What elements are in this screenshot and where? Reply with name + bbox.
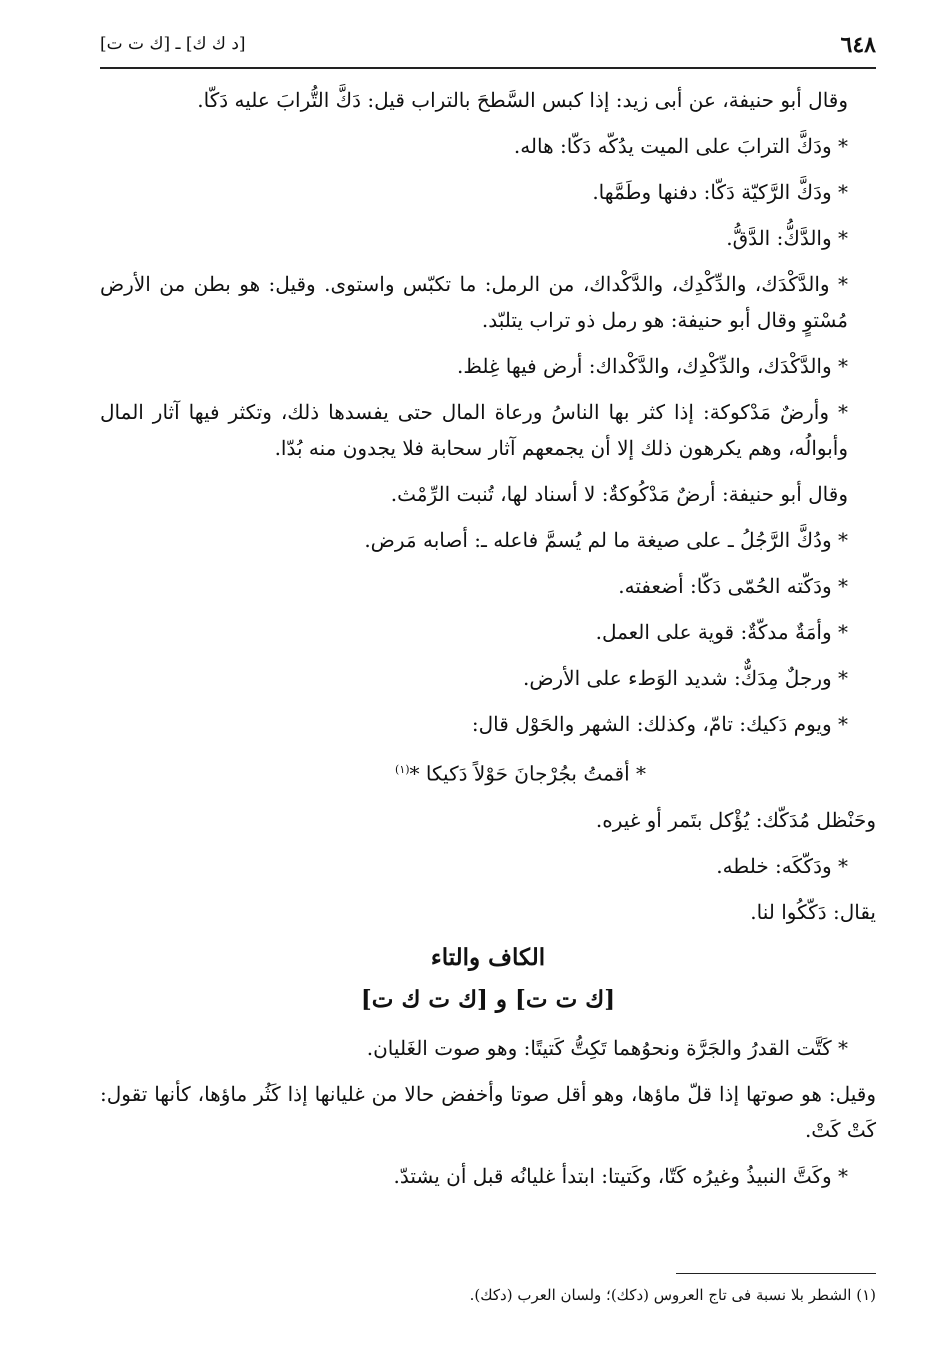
- page-header: [100, 32, 876, 62]
- footnote-rule: [676, 1273, 876, 1274]
- paragraph: وقيل: هو صوتها إذا قلّ ماؤها، وهو أقل صوتا وأخفض حالا من غليانها إذا كَثُر ماؤها، كأنها تقول: كَتْ كَتْ.: [100, 1081, 876, 1142]
- running-head: [د ك ك] ـ [ك ت ت]: [100, 34, 246, 54]
- footnote: (١) الشطر بلا نسبة فى تاج العروس (دكك)؛ ولسان العرب (دكك).: [469, 1286, 876, 1304]
- paragraph: * وأمَةٌ مدكّةٌ: قوية على العمل.: [595, 620, 848, 644]
- section-title: الكاف والتاء: [430, 943, 546, 971]
- paragraph: * ودَكَّ الترابَ على الميت يدُكّه دَكّا: هاله.: [513, 134, 848, 158]
- paragraph: * كَتَّت القدرُ والجَرَّة ونحوُهما تَكِتُّ كَتيتًا: وهو صوت الغَليان.: [366, 1035, 848, 1060]
- paragraph: يقال: دَكّكُوا لنا.: [750, 899, 876, 924]
- paragraph: * والدَّكُّ: الدَّقُّ.: [726, 226, 848, 250]
- paragraph: * ورجلٌ مِدَكٌّ: شديد الوَطء على الأرض.: [523, 666, 848, 690]
- verse-line: [100, 752, 876, 792]
- paragraph: * ودَكَّ الرَّكيّة دَكّا: دفنها وطَمَّها.: [592, 180, 848, 204]
- main-text: [100, 82, 876, 1204]
- paragraph: * والدَّكْدَك، والدِّكْدِك، والدَّكْداك: أرض فيها غِلظ.: [456, 354, 848, 378]
- paragraph: * وأرضٌ مَدْكوكة: إذا كثر بها الناسُ ورعاة المال حتى يفسدها ذلك، وتكثر فيها آثار المال وأبوالُه، وهم يكرهون ذلك إلا أن يجمعهم آثار سحابة فلا يجدون منه بُدّا.: [100, 400, 848, 460]
- paragraph: * وكَتَّ النبيذُ وغيرُه كَتّا، وكَتيتا: ابتدأ غليانُه قبل أن يشتدّ.: [393, 1163, 848, 1188]
- paragraph: * ودُكَّ الرَّجُلُ ـ على صيغة ما لم يُسمَّ فاعله ـ: أصابه مَرض.: [364, 528, 848, 552]
- paragraph: * ويوم دَكيك: تامّ، وكذلك: الشهر والحَوْل قال:: [471, 712, 848, 736]
- header-rule: [100, 67, 876, 69]
- footnote-marker: (١): [395, 763, 410, 776]
- paragraph: * والدَّكْدَك، والدِّكْدِك، والدَّكْداك، من الرمل: ما تكبّس واستوى. وقيل: هو بطن من الأرض مُسْتوٍ وقال أبو حنيفة: هو رمل ذو تراب يتلبّد.: [100, 272, 848, 332]
- paragraph: * ودَكّته الحُمّى دَكّا: أضعفته.: [618, 574, 848, 598]
- paragraph: * ودَكّكَه: خلطه.: [716, 853, 848, 878]
- paragraph: وحَنْظل مُدَكّك: يُؤْكل بتَمر أو غيره.: [595, 807, 876, 832]
- page-number: ٦٤٨: [840, 32, 876, 58]
- verse-text: * أقمتُ بجُرْجانَ حَوْلاً دَكيكا *: [409, 761, 646, 786]
- paragraph: وقال أبو حنيفة، عن أبى زيد: إذا كبس السَّطحَ بالتراب قيل: دَكَّ التُّرابَ عليه دَكّا.: [197, 88, 848, 112]
- paragraph: وقال أبو حنيفة: أرضٌ مَدْكُوكةٌ: لا أسناد لها، تُنبت الرِّمْث.: [390, 482, 848, 506]
- section-subtitle: [ك ت ت] و [ك ت ك ت]: [360, 985, 616, 1013]
